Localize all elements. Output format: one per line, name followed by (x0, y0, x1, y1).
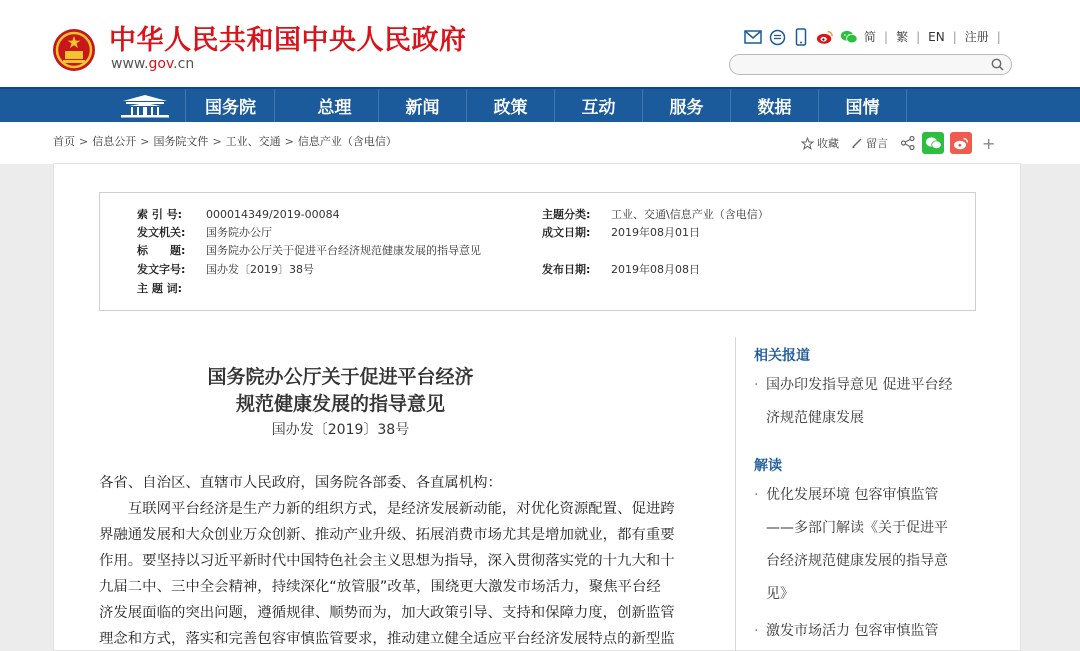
nav-item-policy[interactable]: 政策 (467, 89, 555, 122)
nav-item-news[interactable]: 新闻 (379, 89, 467, 122)
lang-traditional-link[interactable]: 繁 (896, 30, 909, 44)
meta-row-published (542, 261, 700, 278)
interpretation-line-3: 台经济规范健康发展的指导意 (766, 553, 948, 569)
lang-english-link[interactable]: EN (928, 30, 945, 44)
interpretation-link[interactable] (754, 615, 979, 648)
article-title-line-1: 国务院办公厅关于促进平台经济 (207, 366, 474, 388)
meta-row-created (542, 224, 700, 241)
site-header (0, 0, 1080, 87)
related-reports-heading: 相关报道 (754, 348, 810, 364)
share-icon[interactable] (900, 135, 916, 151)
meta-title-label: 标 题: (137, 244, 186, 257)
meta-row-issuer (137, 224, 272, 241)
breadcrumb-separator: > (79, 135, 89, 148)
wechat-icon[interactable] (840, 28, 858, 46)
breadcrumb (53, 135, 397, 149)
meta-row-keywords (137, 280, 206, 297)
article-paragraph-line: 互联网平台经济是生产力新的组织方式，是经济发展新动能，对优化资源配置、促进跨 (99, 501, 675, 517)
article-paragraph-line: 作用。要坚持以习近平新时代中国特色社会主义思想为指导，深入贯彻落实党的十九大和十 (99, 553, 675, 569)
site-url-brand: gov (148, 56, 174, 72)
nav-item-national-info[interactable]: 国情 (819, 89, 907, 122)
meta-docno-label: 发文字号: (137, 263, 186, 276)
article-salutation: 各省、自治区、直辖市人民政府，国务院各部委、各直属机构： (99, 475, 502, 491)
mail-icon[interactable] (744, 28, 762, 46)
breadcrumb-separator: > (284, 135, 294, 148)
document-metadata-table (99, 192, 976, 311)
meta-title-value: 国务院办公厅关于促进平台经济规范健康发展的指导意见 (206, 244, 481, 257)
breadcrumb-industry-transport[interactable]: 工业、交通 (225, 135, 281, 148)
wechat-share-button[interactable] (922, 132, 944, 154)
nav-item-premier[interactable]: 总理 (291, 89, 379, 122)
interpretation-link[interactable] (754, 479, 979, 611)
building-icon (117, 93, 173, 119)
breadcrumb-it-industry[interactable]: 信息产业（含电信） (297, 135, 397, 148)
favorite-label: 收藏 (817, 137, 839, 150)
bullet-dot: · (754, 487, 759, 503)
meta-issuer-value: 国务院办公厅 (206, 226, 272, 239)
star-icon (801, 137, 814, 150)
breadcrumb-state-council-docs[interactable]: 国务院文件 (153, 135, 209, 148)
pencil-icon (851, 137, 863, 149)
meta-row-category (542, 206, 769, 223)
article-paragraph-line: 济发展面临的突出问题，遵循规律、顺势而为，加大政策引导、支持和保障力度，创新监管 (99, 605, 675, 621)
mobile-icon[interactable] (792, 28, 810, 46)
weibo-icon[interactable] (816, 28, 834, 46)
search-icon[interactable] (990, 57, 1005, 72)
sidebar-divider (735, 337, 736, 651)
nav-home[interactable] (104, 89, 186, 122)
meta-row-title (137, 242, 481, 259)
meta-index-label: 索 引 号: (137, 208, 183, 221)
interpretation-line-4: 见》 (766, 586, 794, 602)
article-paragraph-line: 界融通发展和大众创业万众创新、推动产业升级、拓展消费市场尤其是增加就业，都有重要 (99, 527, 675, 543)
nav-item-data[interactable]: 数据 (731, 89, 819, 122)
related-report-link[interactable] (754, 369, 979, 435)
wechat-icon (925, 136, 942, 150)
bullet-dot: · (754, 623, 759, 639)
article-title-line-2: 规范健康发展的指导意见 (235, 393, 445, 415)
related-report-line-2: 济规范健康发展 (766, 410, 864, 426)
meta-created-label: 成文日期: (542, 226, 591, 239)
lang-separator: | (916, 30, 921, 44)
top-icon-bar (744, 28, 858, 46)
share-toolbar (801, 132, 995, 154)
meta-category-value: 工业、交通\信息产业（含电信） (611, 208, 769, 221)
interpretation-line-1: 激发市场活力 包容审慎监管 (766, 623, 939, 639)
national-emblem-icon[interactable] (52, 27, 96, 73)
weibo-icon (953, 137, 969, 150)
comment-label: 留言 (866, 137, 888, 150)
register-link[interactable]: 注册 (964, 30, 989, 44)
interpretation-heading: 解读 (754, 458, 782, 474)
related-report-line-1: 国办印发指导意见 促进平台经 (766, 377, 953, 393)
breadcrumb-bar (0, 122, 1080, 164)
site-url[interactable] (111, 56, 194, 72)
message-icon[interactable] (768, 28, 786, 46)
lang-separator: | (952, 30, 957, 44)
meta-index-value: 000014349/2019-00084 (206, 208, 340, 221)
more-share-icon[interactable]: + (982, 133, 996, 153)
site-url-suffix: .cn (173, 56, 195, 72)
site-url-prefix: www. (111, 56, 149, 72)
bullet-dot: · (754, 377, 759, 393)
meta-keywords-label: 主 题 词: (137, 282, 183, 295)
search-input[interactable] (729, 54, 1012, 75)
breadcrumb-separator: > (212, 135, 222, 148)
breadcrumb-separator: > (140, 135, 150, 148)
lang-simplified-link[interactable]: 简 (864, 30, 877, 44)
article-doc-number: 国办发〔2019〕38号 (271, 422, 410, 438)
meta-created-value: 2019年08月01日 (611, 226, 700, 239)
language-switcher (864, 29, 1001, 45)
meta-published-label: 发布日期: (542, 263, 591, 276)
main-nav (0, 87, 1080, 122)
nav-item-service[interactable]: 服务 (643, 89, 731, 122)
interpretation-line-2: ——多部门解读《关于促进平 (766, 520, 948, 536)
article-paragraph-line: 九届二中、三中全会精神，持续深化“放管服”改革，围绕更大激发市场活力，聚焦平台经 (99, 579, 661, 595)
interpretation-line-1: 优化发展环境 包容审慎监管 (766, 487, 939, 503)
breadcrumb-info-public[interactable]: 信息公开 (92, 135, 137, 148)
meta-row-docno (137, 261, 314, 278)
meta-issuer-label: 发文机关: (137, 226, 186, 239)
lang-separator: | (884, 30, 889, 44)
article-paragraph-line: 理念和方式，落实和完善包容审慎监管要求，推动建立健全适应平台经济发展特点的新型监 (99, 631, 675, 647)
lang-separator: | (996, 30, 1001, 44)
meta-category-label: 主题分类: (542, 208, 591, 221)
weibo-share-button[interactable] (950, 132, 972, 154)
nav-item-state-council[interactable]: 国务院 (187, 89, 275, 122)
breadcrumb-home[interactable]: 首页 (53, 135, 75, 148)
meta-published-value: 2019年08月08日 (611, 263, 700, 276)
comment-button[interactable] (851, 135, 888, 151)
site-title[interactable]: 中华人民共和国中央人民政府 (109, 25, 467, 56)
nav-item-interaction[interactable]: 互动 (555, 89, 643, 122)
meta-docno-value: 国办发〔2019〕38号 (206, 263, 314, 276)
meta-row-index (137, 206, 340, 223)
favorite-button[interactable] (801, 135, 839, 151)
